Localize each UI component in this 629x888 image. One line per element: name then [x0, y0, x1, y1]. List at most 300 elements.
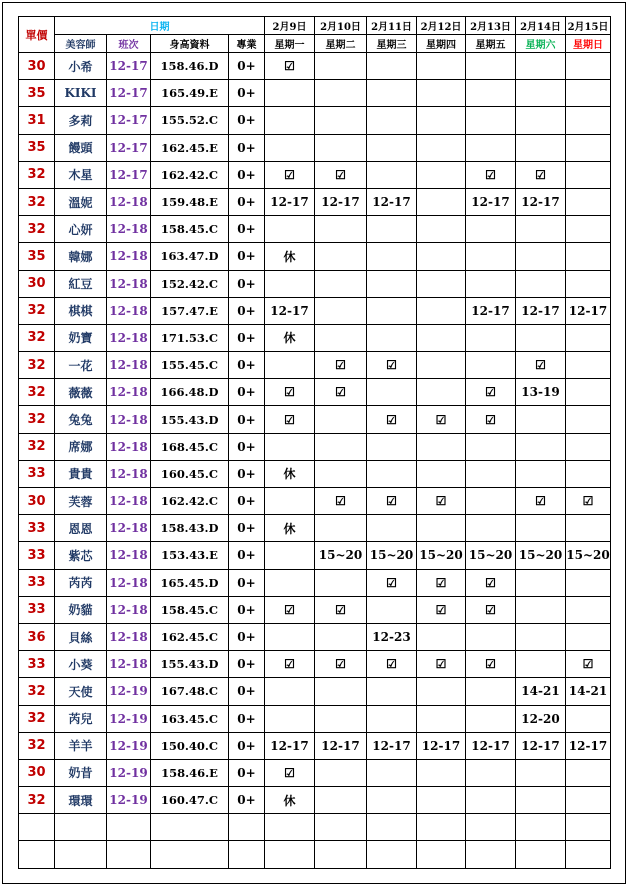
day-cell: 12-17 — [265, 732, 315, 759]
day-cell — [315, 841, 367, 868]
day-cell — [417, 243, 466, 270]
date-col-1: 2月9日 — [265, 17, 315, 35]
day-cell: ☑ — [315, 379, 367, 406]
day-cell: 13-19 — [516, 379, 566, 406]
table-row — [19, 324, 611, 351]
prof-cell: 0+ — [229, 678, 265, 705]
prof-cell: 0+ — [229, 188, 265, 215]
day-cell: ☑ — [265, 759, 315, 786]
day-cell: ☑ — [516, 352, 566, 379]
day-cell: ☑ — [367, 569, 417, 596]
price-cell: 32 — [19, 787, 55, 814]
day-cell: 12-17 — [265, 297, 315, 324]
day-cell — [315, 433, 367, 460]
day-cell — [516, 460, 566, 487]
price-cell: 32 — [19, 324, 55, 351]
height-cell: 158.46.D — [151, 53, 229, 80]
day-cell — [466, 433, 516, 460]
day-cell — [566, 596, 611, 623]
day-cell — [516, 787, 566, 814]
day-cell — [466, 623, 516, 650]
day-cell — [516, 569, 566, 596]
prof-cell: 0+ — [229, 596, 265, 623]
day-cell — [265, 352, 315, 379]
prof-cell: 0+ — [229, 324, 265, 351]
day-cell — [566, 841, 611, 868]
prof-header: 專業 — [229, 35, 265, 53]
date-col-3: 2月11日 — [367, 17, 417, 35]
stylist-name: 棋棋 — [55, 297, 107, 324]
day-cell — [315, 216, 367, 243]
day-cell: 12-17 — [516, 732, 566, 759]
day-cell: ☑ — [315, 596, 367, 623]
day-cell — [417, 297, 466, 324]
day-cell — [466, 759, 516, 786]
day-cell — [265, 80, 315, 107]
day-cell — [315, 243, 367, 270]
day-cell — [315, 515, 367, 542]
day-cell: 15~20 — [466, 542, 516, 569]
stylist-name: 一花 — [55, 352, 107, 379]
day-cell: ☑ — [315, 352, 367, 379]
day-cell — [265, 107, 315, 134]
day-cell — [417, 759, 466, 786]
price-cell — [19, 841, 55, 868]
price-cell: 32 — [19, 216, 55, 243]
day-cell: ☑ — [417, 651, 466, 678]
day-cell — [367, 243, 417, 270]
table-row — [19, 433, 611, 460]
day-cell — [417, 460, 466, 487]
prof-cell: 0+ — [229, 107, 265, 134]
price-cell: 30 — [19, 759, 55, 786]
day-cell: ☑ — [265, 161, 315, 188]
price-cell: 35 — [19, 80, 55, 107]
height-cell: 163.45.C — [151, 705, 229, 732]
shift-cell: 12-18 — [107, 406, 151, 433]
day-cell — [367, 515, 417, 542]
day-cell — [566, 324, 611, 351]
day-cell — [466, 324, 516, 351]
height-cell: 158.45.C — [151, 216, 229, 243]
day-cell — [315, 705, 367, 732]
day-cell: ☑ — [315, 488, 367, 515]
day-cell — [516, 107, 566, 134]
day-cell — [516, 759, 566, 786]
day-cell — [566, 270, 611, 297]
day-cell: ☑ — [466, 569, 516, 596]
stylist-name: 韓娜 — [55, 243, 107, 270]
price-cell: 35 — [19, 243, 55, 270]
weekday-2: 星期二 — [315, 35, 367, 53]
day-cell — [315, 53, 367, 80]
day-cell — [566, 569, 611, 596]
day-cell — [367, 759, 417, 786]
day-cell — [367, 161, 417, 188]
day-cell — [367, 107, 417, 134]
table-row — [19, 216, 611, 243]
day-cell — [265, 569, 315, 596]
price-cell — [19, 814, 55, 841]
day-cell — [417, 161, 466, 188]
day-cell: 12-23 — [367, 623, 417, 650]
day-cell — [566, 243, 611, 270]
shift-cell: 12-17 — [107, 107, 151, 134]
height-cell: 168.45.C — [151, 433, 229, 460]
day-cell — [566, 787, 611, 814]
day-cell: 15~20 — [315, 542, 367, 569]
day-cell: 12-17 — [566, 732, 611, 759]
day-cell: 12-17 — [566, 297, 611, 324]
day-cell — [367, 379, 417, 406]
height-cell: 152.42.C — [151, 270, 229, 297]
table-row — [19, 379, 611, 406]
price-cell: 32 — [19, 188, 55, 215]
shift-cell: 12-18 — [107, 488, 151, 515]
table-row — [19, 515, 611, 542]
day-cell — [516, 814, 566, 841]
day-cell — [566, 80, 611, 107]
day-cell — [315, 787, 367, 814]
day-cell: ☑ — [315, 161, 367, 188]
day-cell: ☑ — [265, 596, 315, 623]
day-cell — [417, 53, 466, 80]
prof-cell: 0+ — [229, 542, 265, 569]
shift-cell: 12-18 — [107, 324, 151, 351]
date-header: 日期 — [55, 17, 265, 35]
stylist-name: 芮兒 — [55, 705, 107, 732]
weekday-1: 星期一 — [265, 35, 315, 53]
table-row — [19, 352, 611, 379]
weekday-3: 星期三 — [367, 35, 417, 53]
day-cell — [516, 53, 566, 80]
shift-cell: 12-19 — [107, 705, 151, 732]
price-cell: 35 — [19, 134, 55, 161]
day-cell — [417, 678, 466, 705]
prof-cell: 0+ — [229, 161, 265, 188]
height-cell — [151, 841, 229, 868]
stylist-name: 恩恩 — [55, 515, 107, 542]
day-cell — [566, 107, 611, 134]
table-row — [19, 705, 611, 732]
table-row — [19, 134, 611, 161]
table-row — [19, 460, 611, 487]
price-cell: 33 — [19, 596, 55, 623]
prof-cell: 0+ — [229, 53, 265, 80]
day-cell: ☑ — [417, 596, 466, 623]
day-cell: ☑ — [367, 352, 417, 379]
height-cell — [151, 814, 229, 841]
day-cell: 15~20 — [566, 542, 611, 569]
price-cell: 32 — [19, 161, 55, 188]
day-cell — [516, 841, 566, 868]
table-row — [19, 406, 611, 433]
table-row — [19, 569, 611, 596]
day-cell: ☑ — [466, 651, 516, 678]
price-cell: 32 — [19, 433, 55, 460]
price-cell: 32 — [19, 406, 55, 433]
table-row — [19, 243, 611, 270]
height-cell: 165.45.D — [151, 569, 229, 596]
day-cell — [417, 379, 466, 406]
day-cell — [367, 814, 417, 841]
height-cell: 171.53.C — [151, 324, 229, 351]
date-col-4: 2月12日 — [417, 17, 466, 35]
day-cell: 12-17 — [367, 188, 417, 215]
height-cell: 158.45.C — [151, 596, 229, 623]
day-cell — [367, 787, 417, 814]
table-row — [19, 80, 611, 107]
day-cell — [466, 352, 516, 379]
day-cell: 15~20 — [367, 542, 417, 569]
day-cell — [315, 759, 367, 786]
day-cell: 12-17 — [516, 188, 566, 215]
day-cell — [417, 188, 466, 215]
table-row — [19, 188, 611, 215]
shift-cell: 12-18 — [107, 569, 151, 596]
height-cell: 162.42.C — [151, 161, 229, 188]
day-cell: ☑ — [367, 651, 417, 678]
date-col-2: 2月10日 — [315, 17, 367, 35]
prof-cell: 0+ — [229, 80, 265, 107]
day-cell: ☑ — [315, 651, 367, 678]
day-cell — [367, 678, 417, 705]
price-cell: 33 — [19, 542, 55, 569]
day-cell — [417, 515, 466, 542]
shift-cell: 12-18 — [107, 542, 151, 569]
stylist-name — [55, 841, 107, 868]
table-row — [19, 596, 611, 623]
day-cell — [367, 705, 417, 732]
price-cell: 30 — [19, 270, 55, 297]
day-cell: ☑ — [516, 488, 566, 515]
day-cell — [466, 243, 516, 270]
prof-cell: 0+ — [229, 270, 265, 297]
day-cell: ☑ — [417, 569, 466, 596]
day-cell: ☑ — [367, 406, 417, 433]
day-cell — [566, 406, 611, 433]
height-cell: 150.40.C — [151, 732, 229, 759]
day-cell — [315, 134, 367, 161]
shift-header: 班次 — [107, 35, 151, 53]
day-cell — [265, 270, 315, 297]
day-cell: 12-17 — [367, 732, 417, 759]
day-cell — [417, 623, 466, 650]
day-cell — [417, 433, 466, 460]
height-cell: 155.45.C — [151, 352, 229, 379]
stylist-name: 木星 — [55, 161, 107, 188]
day-cell — [566, 705, 611, 732]
prof-cell: 0+ — [229, 460, 265, 487]
stylist-header: 美容師 — [55, 35, 107, 53]
prof-cell: 0+ — [229, 515, 265, 542]
shift-cell: 12-18 — [107, 596, 151, 623]
day-cell — [417, 324, 466, 351]
height-cell: 159.48.E — [151, 188, 229, 215]
table-row — [19, 623, 611, 650]
day-cell — [466, 515, 516, 542]
price-cell: 32 — [19, 705, 55, 732]
day-cell — [466, 814, 516, 841]
weekday-5: 星期五 — [466, 35, 516, 53]
day-cell — [516, 270, 566, 297]
day-cell — [265, 841, 315, 868]
table-row — [19, 488, 611, 515]
shift-cell: 12-18 — [107, 352, 151, 379]
shift-cell: 12-17 — [107, 80, 151, 107]
prof-cell — [229, 814, 265, 841]
day-cell — [315, 678, 367, 705]
day-cell — [466, 53, 516, 80]
day-cell — [516, 515, 566, 542]
day-cell — [265, 542, 315, 569]
weekday-6: 星期六 — [516, 35, 566, 53]
day-cell — [566, 53, 611, 80]
schedule-table — [18, 16, 611, 869]
day-cell — [367, 596, 417, 623]
day-cell — [417, 787, 466, 814]
prof-cell: 0+ — [229, 134, 265, 161]
day-cell — [466, 705, 516, 732]
day-cell — [466, 80, 516, 107]
day-cell — [566, 216, 611, 243]
day-cell — [315, 107, 367, 134]
day-cell — [566, 352, 611, 379]
height-cell: 162.45.E — [151, 134, 229, 161]
day-cell — [315, 814, 367, 841]
prof-cell: 0+ — [229, 569, 265, 596]
day-cell — [315, 460, 367, 487]
shift-cell: 12-18 — [107, 433, 151, 460]
day-cell — [367, 270, 417, 297]
price-cell: 30 — [19, 53, 55, 80]
day-cell — [417, 705, 466, 732]
day-cell — [315, 80, 367, 107]
shift-cell: 12-18 — [107, 270, 151, 297]
shift-cell: 12-18 — [107, 515, 151, 542]
stylist-name: 薇薇 — [55, 379, 107, 406]
day-cell: 休 — [265, 324, 315, 351]
price-cell: 33 — [19, 460, 55, 487]
prof-cell: 0+ — [229, 732, 265, 759]
day-cell — [516, 651, 566, 678]
day-cell — [265, 678, 315, 705]
prof-cell: 0+ — [229, 488, 265, 515]
height-cell: 157.47.E — [151, 297, 229, 324]
price-cell: 32 — [19, 732, 55, 759]
height-cell: 155.43.D — [151, 651, 229, 678]
stylist-name: 奶寶 — [55, 324, 107, 351]
weekday-4: 星期四 — [417, 35, 466, 53]
table-row — [19, 297, 611, 324]
day-cell — [466, 841, 516, 868]
height-cell: 153.43.E — [151, 542, 229, 569]
day-cell — [265, 488, 315, 515]
shift-cell: 12-18 — [107, 216, 151, 243]
day-cell — [566, 515, 611, 542]
price-cell: 32 — [19, 678, 55, 705]
day-cell — [516, 324, 566, 351]
shift-cell: 12-18 — [107, 188, 151, 215]
day-cell — [417, 270, 466, 297]
day-cell — [367, 53, 417, 80]
stylist-name — [55, 814, 107, 841]
day-cell: 休 — [265, 243, 315, 270]
day-cell — [315, 406, 367, 433]
stylist-name: 貝絲 — [55, 623, 107, 650]
shift-cell: 12-19 — [107, 678, 151, 705]
prof-cell: 0+ — [229, 406, 265, 433]
day-cell — [265, 216, 315, 243]
day-cell: 12-17 — [466, 732, 516, 759]
height-cell: 158.46.E — [151, 759, 229, 786]
stylist-name: 紫芯 — [55, 542, 107, 569]
day-cell: 12-17 — [265, 188, 315, 215]
day-cell — [417, 107, 466, 134]
table-row — [19, 651, 611, 678]
day-cell — [566, 134, 611, 161]
prof-cell: 0+ — [229, 379, 265, 406]
day-cell — [417, 216, 466, 243]
stylist-name: 心妍 — [55, 216, 107, 243]
prof-cell: 0+ — [229, 787, 265, 814]
price-cell: 30 — [19, 488, 55, 515]
day-cell — [566, 433, 611, 460]
prof-cell: 0+ — [229, 623, 265, 650]
date-col-7: 2月15日 — [566, 17, 611, 35]
day-cell — [516, 596, 566, 623]
date-col-6: 2月14日 — [516, 17, 566, 35]
day-cell — [516, 623, 566, 650]
shift-cell: 12-18 — [107, 379, 151, 406]
price-header: 單價 — [19, 17, 55, 53]
shift-cell: 12-18 — [107, 623, 151, 650]
day-cell — [265, 623, 315, 650]
prof-cell: 0+ — [229, 297, 265, 324]
day-cell — [516, 134, 566, 161]
prof-cell: 0+ — [229, 705, 265, 732]
day-cell — [516, 433, 566, 460]
height-cell: 162.42.C — [151, 488, 229, 515]
day-cell — [417, 134, 466, 161]
height-cell: 155.52.C — [151, 107, 229, 134]
day-cell — [566, 161, 611, 188]
day-cell — [466, 460, 516, 487]
shift-cell — [107, 841, 151, 868]
day-cell: 休 — [265, 460, 315, 487]
day-cell — [466, 787, 516, 814]
stylist-name: 羊羊 — [55, 732, 107, 759]
day-cell — [466, 270, 516, 297]
day-cell: 14-21 — [566, 678, 611, 705]
table-row — [19, 814, 611, 841]
table-row — [19, 678, 611, 705]
day-cell — [265, 134, 315, 161]
prof-cell: 0+ — [229, 759, 265, 786]
height-cell: 162.45.C — [151, 623, 229, 650]
shift-cell: 12-19 — [107, 732, 151, 759]
day-cell — [315, 623, 367, 650]
stylist-name: KIKI — [55, 80, 107, 107]
prof-cell: 0+ — [229, 352, 265, 379]
shift-cell: 12-18 — [107, 297, 151, 324]
weekday-7: 星期日 — [566, 35, 611, 53]
stylist-name: 紅豆 — [55, 270, 107, 297]
shift-cell: 12-18 — [107, 243, 151, 270]
day-cell — [367, 297, 417, 324]
prof-cell: 0+ — [229, 243, 265, 270]
day-cell — [566, 379, 611, 406]
